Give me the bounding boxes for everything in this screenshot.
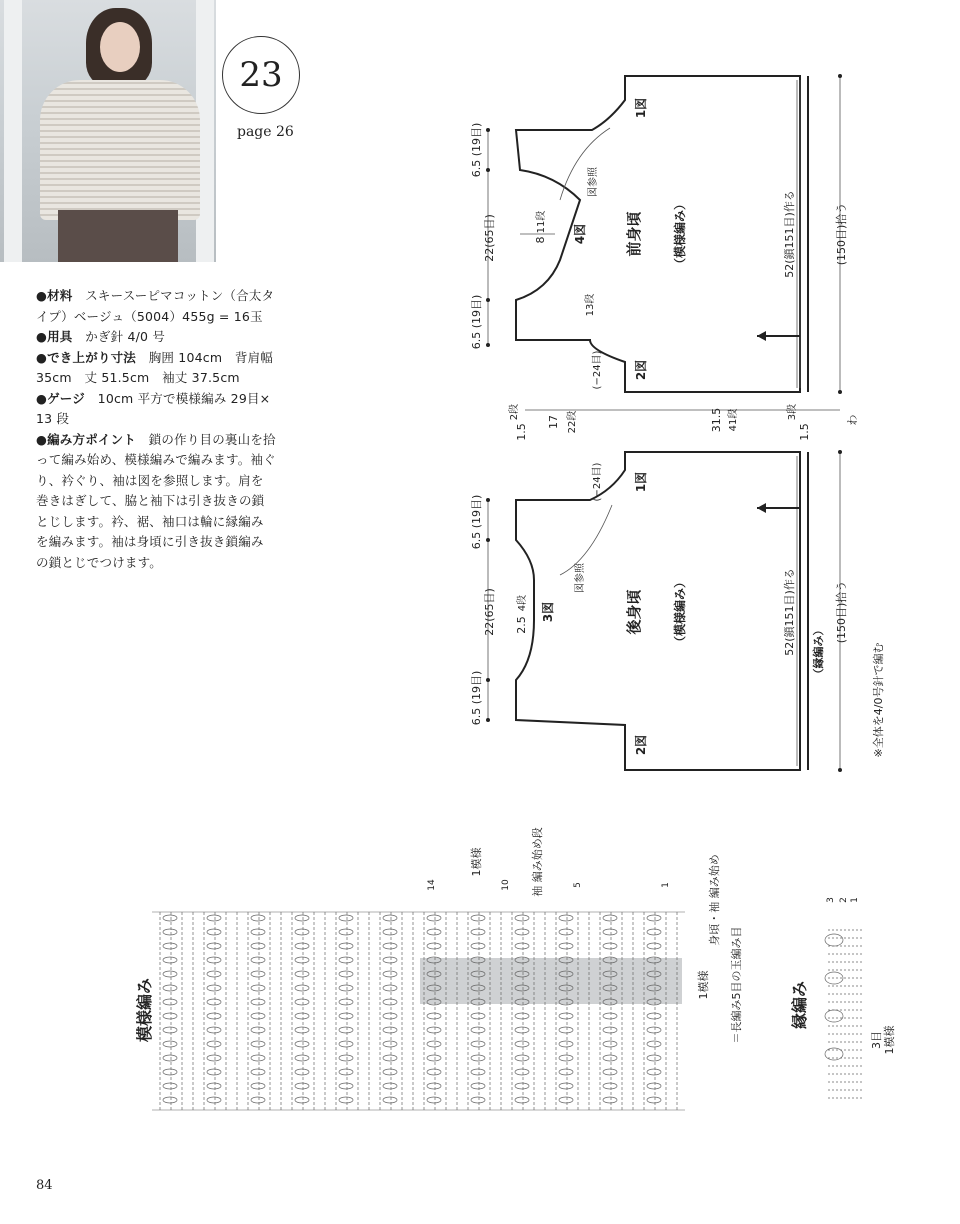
info-points: ●編み方ポイント 鎖の作り目の裏山を拾って編み始め、模様編みで編みます。袖ぐり、衿ぐり、袖は図を参照します。肩を巻きはぎして、脇と袖下は引き抜きの鎖とじします。衿、裾、袖口は輪に縁編みを編みます。袖は身頃に引き抜き鎖編みの鎖とじでつけます。 xyxy=(36,431,276,570)
svg-text:図参照: 図参照 xyxy=(575,563,586,593)
svg-text:22段: 22段 xyxy=(567,410,578,434)
page-number: 84 xyxy=(36,1178,53,1193)
front-shoulder-top: 6.5 (19目) xyxy=(470,122,483,178)
svg-text:1.5: 1.5 xyxy=(515,423,528,441)
page-reference: page 26 xyxy=(237,124,294,140)
svg-text:2.5: 2.5 xyxy=(515,616,528,634)
svg-text:2: 2 xyxy=(839,897,849,903)
info-gauge: ●ゲージ 10cm 平方で模様編み 29目× 13 段 xyxy=(36,390,271,426)
svg-text:31.5: 31.5 xyxy=(710,407,723,433)
svg-text:6.5 (19目): 6.5 (19目) xyxy=(470,494,483,550)
front-chain-cast: 52(鎖151目)作る xyxy=(783,190,796,278)
svg-text:1図: 1図 xyxy=(634,471,648,493)
front-shoulder-bottom: 6.5 (19目) xyxy=(470,294,483,350)
front-armhole-dec: (−24目) xyxy=(592,350,603,390)
front-subtitle: （模様編み） xyxy=(673,197,687,271)
svg-text:後身頃: 後身頃 xyxy=(625,589,643,635)
front-fig2: 2図 xyxy=(634,359,648,381)
svg-text:2図: 2図 xyxy=(634,734,648,756)
pattern-number: 23 xyxy=(239,55,283,95)
svg-text:1.5: 1.5 xyxy=(798,423,811,441)
back-body-outline xyxy=(516,452,800,770)
side-dimensions xyxy=(508,404,859,441)
svg-text:わ: わ xyxy=(846,414,859,426)
back-labels xyxy=(470,462,885,757)
svg-text:(−24目): (−24目) xyxy=(592,462,603,502)
front-body-outline xyxy=(516,76,800,392)
svg-text:1模様: 1模様 xyxy=(697,970,710,1000)
svg-text:17: 17 xyxy=(547,415,560,429)
front-labels xyxy=(470,98,848,390)
svg-text:1: 1 xyxy=(661,882,671,888)
svg-text:3目: 3目 xyxy=(870,1031,883,1049)
svg-text:3段: 3段 xyxy=(787,403,798,421)
front-pickup: (150目)拾う xyxy=(835,202,848,266)
svg-text:3図: 3図 xyxy=(541,601,555,623)
front-neck-depth: 8 xyxy=(534,236,547,244)
front-neck-rows: 11段 xyxy=(536,210,547,234)
svg-text:1: 1 xyxy=(850,897,860,903)
svg-text:模様編み: 模様編み xyxy=(135,977,154,1043)
svg-text:縁編み: 縁編み xyxy=(790,980,809,1030)
front-ref: 図参照 xyxy=(588,167,599,197)
front-neck-width: 22(65目) xyxy=(483,214,496,262)
svg-text:3: 3 xyxy=(826,897,836,903)
svg-text:4段: 4段 xyxy=(517,594,528,612)
svg-text:（縁編み）: （縁編み） xyxy=(812,624,825,680)
info-size: ●でき上がり寸法 胸囲 104cm 背肩幅 35cm 丈 51.5cm 袖丈 37.5cm xyxy=(36,349,274,385)
svg-text:52(鎖151目)作る: 52(鎖151目)作る xyxy=(783,568,796,656)
svg-text:1模様: 1模様 xyxy=(470,847,483,877)
svg-text:（模様編み）: （模様編み） xyxy=(673,575,687,649)
svg-text:14: 14 xyxy=(427,879,437,891)
svg-text:2段: 2段 xyxy=(509,403,520,421)
info-tools: ●用具 かぎ針 4/0 号 xyxy=(36,329,166,344)
svg-text:＝長編み5目の玉編み目: ＝長編み5目の玉編み目 xyxy=(730,926,743,1044)
svg-text:10: 10 xyxy=(501,879,511,891)
svg-text:6.5 (19目): 6.5 (19目) xyxy=(470,670,483,726)
svg-text:22(65目): 22(65目) xyxy=(483,588,496,636)
stitch-chart xyxy=(135,827,743,1110)
front-title: 前身頃 xyxy=(625,211,643,257)
knit-note: ※全体を4/0号針で編む xyxy=(872,642,885,758)
svg-text:身頃・袖 編み始め: 身頃・袖 編み始め xyxy=(708,854,721,946)
front-rows-13: 13段 xyxy=(585,293,596,317)
svg-text:41段: 41段 xyxy=(728,408,739,432)
edging-chart xyxy=(790,897,896,1098)
info-materials: ●材料 スキースーピマコットン（合太タイプ）ベージュ（5004）455g = 16玉 xyxy=(36,288,275,324)
svg-text:(150目)拾う: (150目)拾う xyxy=(835,580,848,644)
front-fig1: 1図 xyxy=(634,97,648,119)
svg-text:1模様: 1模様 xyxy=(883,1025,896,1055)
svg-text:袖 編み始め段: 袖 編み始め段 xyxy=(531,827,544,897)
svg-text:5: 5 xyxy=(573,882,583,888)
front-fig4: 4図 xyxy=(573,223,587,245)
